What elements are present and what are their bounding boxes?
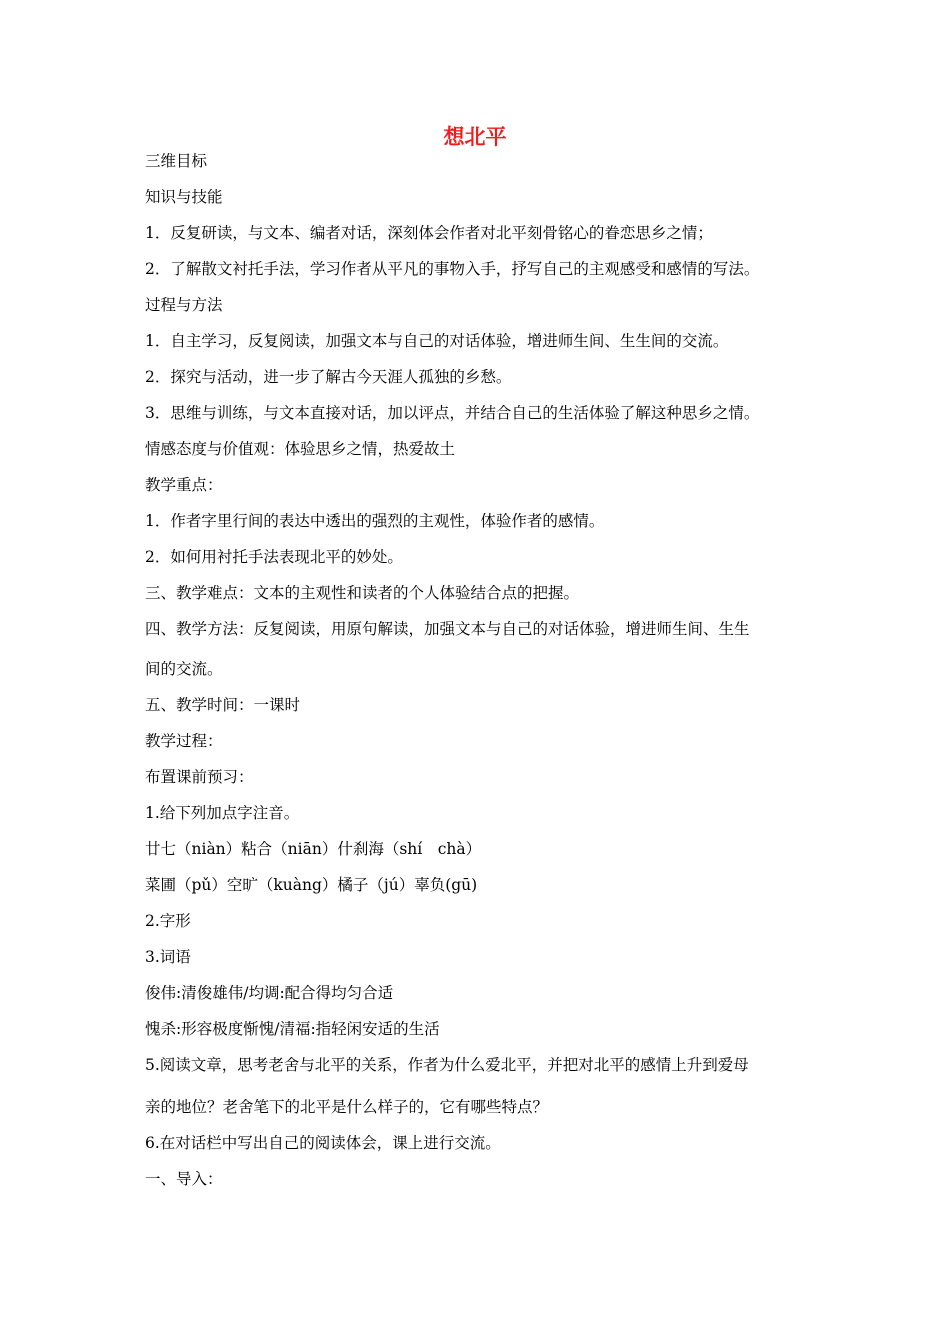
paragraph-line: 间的交流。 (145, 660, 223, 678)
paragraph-line: 亲的地位？老舍笔下的北平是什么样子的，它有哪些特点？ (145, 1098, 549, 1116)
paragraph-line: 俊伟:清俊雄伟/均调:配合得均匀合适 (145, 984, 394, 1002)
subsection-heading: 知识与技能 (145, 188, 223, 206)
paragraph-line: 1．反复研读，与文本、编者对话，深刻体会作者对北平刻骨铭心的眷恋思乡之情； (145, 224, 713, 242)
paragraph-line: 5.阅读文章，思考老舍与北平的关系，作者为什么爱北平，并把对北平的感情上升到爱母 (145, 1056, 749, 1074)
paragraph-line: 6.在对话栏中写出自己的阅读体会，课上进行交流。 (145, 1134, 501, 1152)
paragraph-line: 愧杀:形容极度惭愧/清福:指轻闲安适的生活 (145, 1020, 440, 1038)
paragraph-line: 2．如何用衬托手法表现北平的妙处。 (145, 548, 403, 566)
paragraph-line: 五、教学时间：一课时 (145, 696, 301, 714)
paragraph-line: 1．自主学习，反复阅读，加强文本与自己的对话体验，增进师生间、生生间的交流。 (145, 332, 729, 350)
section-heading: 三维目标 (145, 152, 208, 170)
paragraph-line: 3.词语 (145, 948, 191, 966)
section-heading: 一、导入： (145, 1170, 223, 1188)
subsection-heading: 过程与方法 (145, 296, 223, 314)
paragraph-line: 3．思维与训练，与文本直接对话，加以评点，并结合自己的生活体验了解这种思乡之情。 (145, 404, 760, 422)
paragraph-line: 1．作者字里行间的表达中透出的强烈的主观性，体验作者的感情。 (145, 512, 605, 530)
paragraph-line: 菜圃（pǔ）空旷（kuàng）橘子（jú）辜负(gū) (145, 876, 478, 894)
subsection-heading: 教学过程： (145, 732, 223, 750)
paragraph-line: 四、教学方法：反复阅读，用原句解读，加强文本与自己的对话体验，增进师生间、生生 (145, 620, 750, 638)
paragraph-line: 三、教学难点：文本的主观性和读者的个人体验结合点的把握。 (145, 584, 580, 602)
paragraph-line: 2．了解散文衬托手法，学习作者从平凡的事物入手，抒写自己的主观感受和感情的写法。 (145, 260, 760, 278)
subsection-heading: 教学重点： (145, 476, 223, 494)
subsection-heading: 布置课前预习： (145, 768, 254, 786)
paragraph-line: 廿七（niàn）粘合（niān）什刹海（shí chà） (145, 840, 482, 858)
paragraph-line: 1.给下列加点字注音。 (145, 804, 300, 822)
paragraph-line: 2．探究与活动，进一步了解古今天涯人孤独的乡愁。 (145, 368, 512, 386)
document-title: 想北平 (443, 125, 507, 149)
paragraph-line: 情感态度与价值观：体验思乡之情，热爱故土 (145, 440, 456, 458)
paragraph-line: 2.字形 (145, 912, 191, 930)
